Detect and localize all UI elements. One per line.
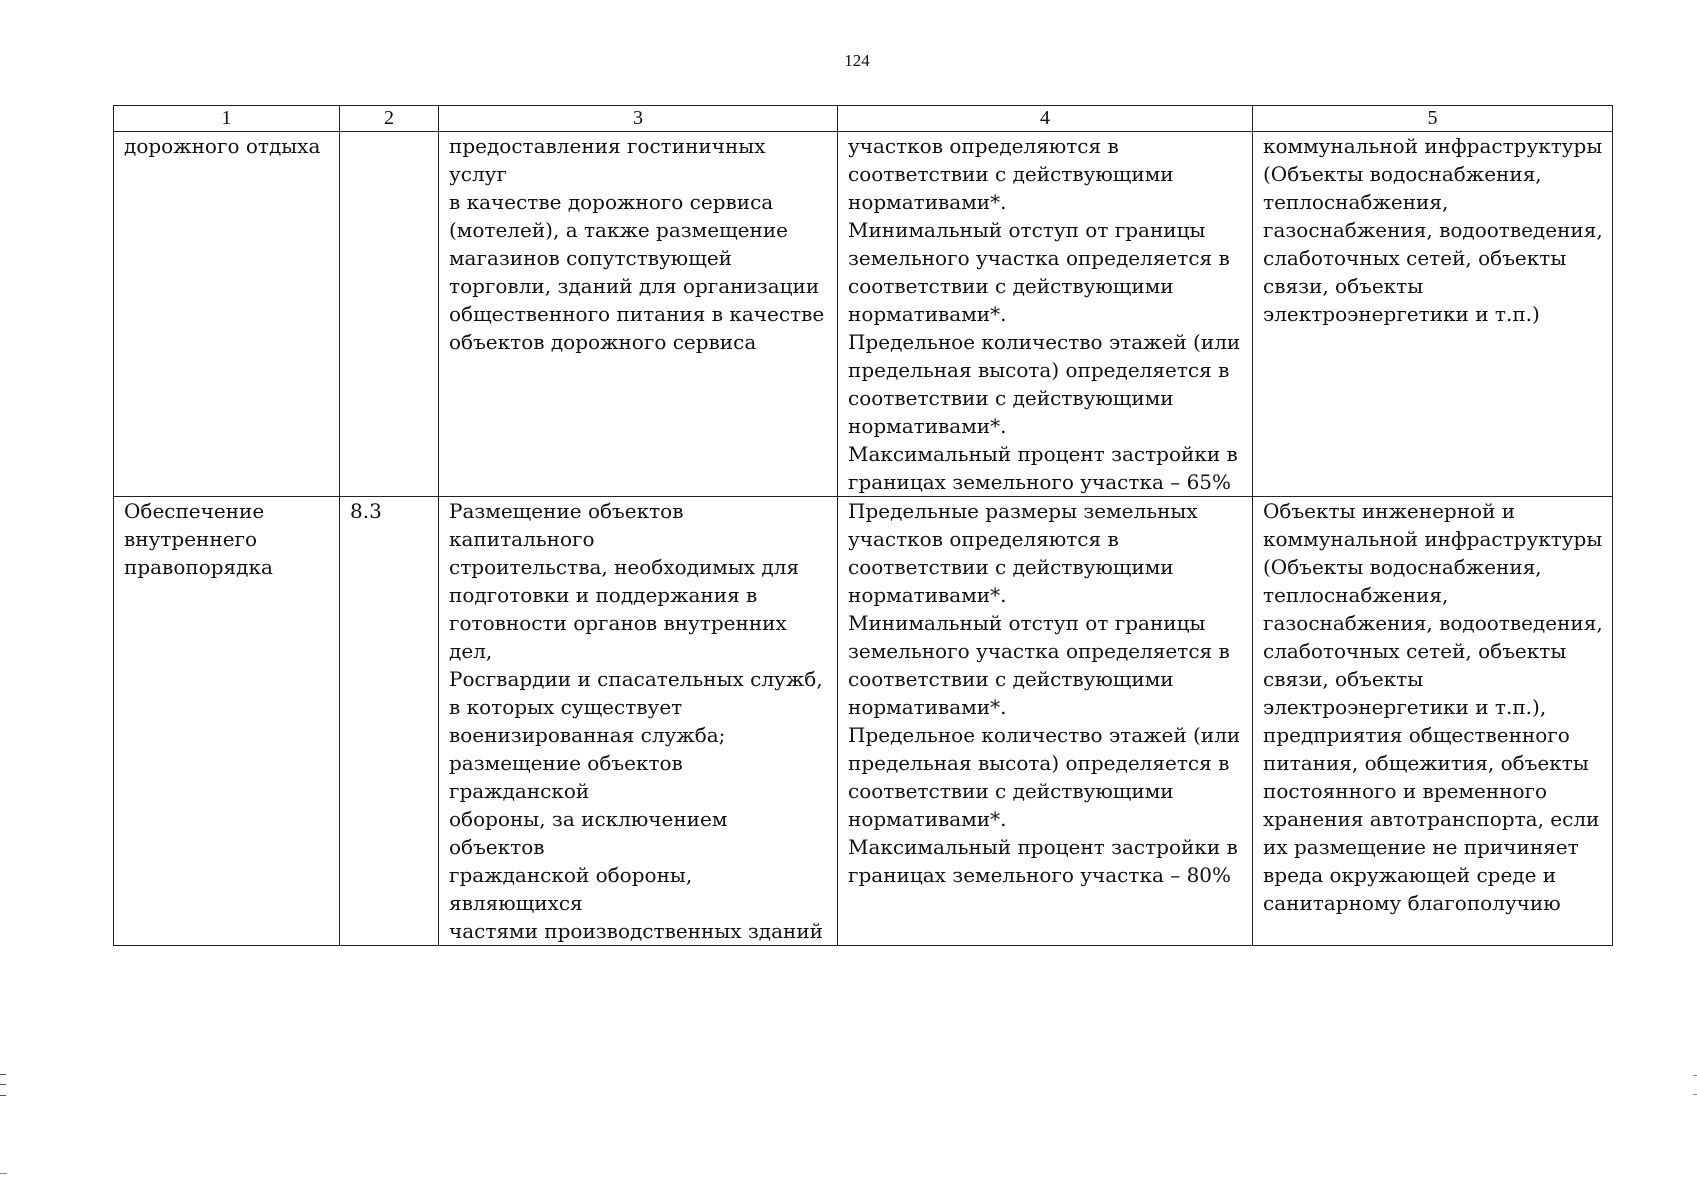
- table-row: [114, 497, 1613, 946]
- land-use-code: 8.3: [340, 497, 439, 946]
- header-col-5: 5: [1253, 106, 1613, 132]
- land-use-type-name: дорожного отдыха: [114, 132, 340, 497]
- header-col-4: 4: [838, 106, 1253, 132]
- auxiliary-land-uses: Объекты инженерной и коммунальной инфраструктуры (Объекты водоснабжения, теплоснабжения, газоснабжения, водоотведения, слаботочных сетей, объекты связи, объекты электроэнергетики и т.п.), предприятия общественного питания, общежития, объекты постоянного и временного хранения автотранспорта, если их размещение не причиняет вреда окружающей среде и санитарному благополучию: [1253, 497, 1613, 946]
- header-col-2: 2: [340, 106, 439, 132]
- auxiliary-land-uses: коммунальной инфраструктуры (Объекты водоснабжения, теплоснабжения, газоснабжения, водоотведения, слаботочных сетей, объекты связи, объекты электроэнергетики и т.п.): [1253, 132, 1613, 497]
- land-use-description: предоставления гостиничных услуг в качестве дорожного сервиса (мотелей), а также размещение магазинов сопутствующей торговли, зданий для организации общественного питания в качестве объектов дорожного сервиса: [439, 132, 838, 497]
- land-use-type-name: Обеспечение внутреннего правопорядка: [114, 497, 340, 946]
- scan-edge-mark: [0, 1173, 7, 1174]
- scan-edge-mark: [0, 1074, 6, 1096]
- header-col-3: 3: [439, 106, 838, 132]
- header-col-1: 1: [114, 106, 340, 132]
- land-use-code: [340, 132, 439, 497]
- land-use-description: Размещение объектов капитального строительства, необходимых для подготовки и поддержания в готовности органов внутренних дел, Росгвардии и спасательных служб, в которых существует военизированная служба; размещение объектов гражданской обороны, за исключением объектов гражданской обороны, являющихся частями производственных зданий: [439, 497, 838, 946]
- land-plot-parameters: участков определяются в соответствии с действующими нормативами*. Минимальный отступ от границы земельного участка определяется в соответствии с действующими нормативами*. Предельное количество этажей (или предельная высота) определяется в соответствии с действующими нормативами*. Максимальный процент застройки в границах земельного участка – 65%: [838, 132, 1253, 497]
- land-plot-parameters: Предельные размеры земельных участков определяются в соответствии с действующими нормативами*. Минимальный отступ от границы земельного участка определяется в соответствии с действующими нормативами*. Предельное количество этажей (или предельная высота) определяется в соответствии с действующими нормативами*. Максимальный процент застройки в границах земельного участка – 80%: [838, 497, 1253, 946]
- land-use-table: [113, 105, 1613, 946]
- table-header-row: [114, 106, 1613, 132]
- scan-edge-mark: [1693, 1075, 1697, 1095]
- table-row: [114, 132, 1613, 497]
- page-number: 124: [844, 51, 870, 70]
